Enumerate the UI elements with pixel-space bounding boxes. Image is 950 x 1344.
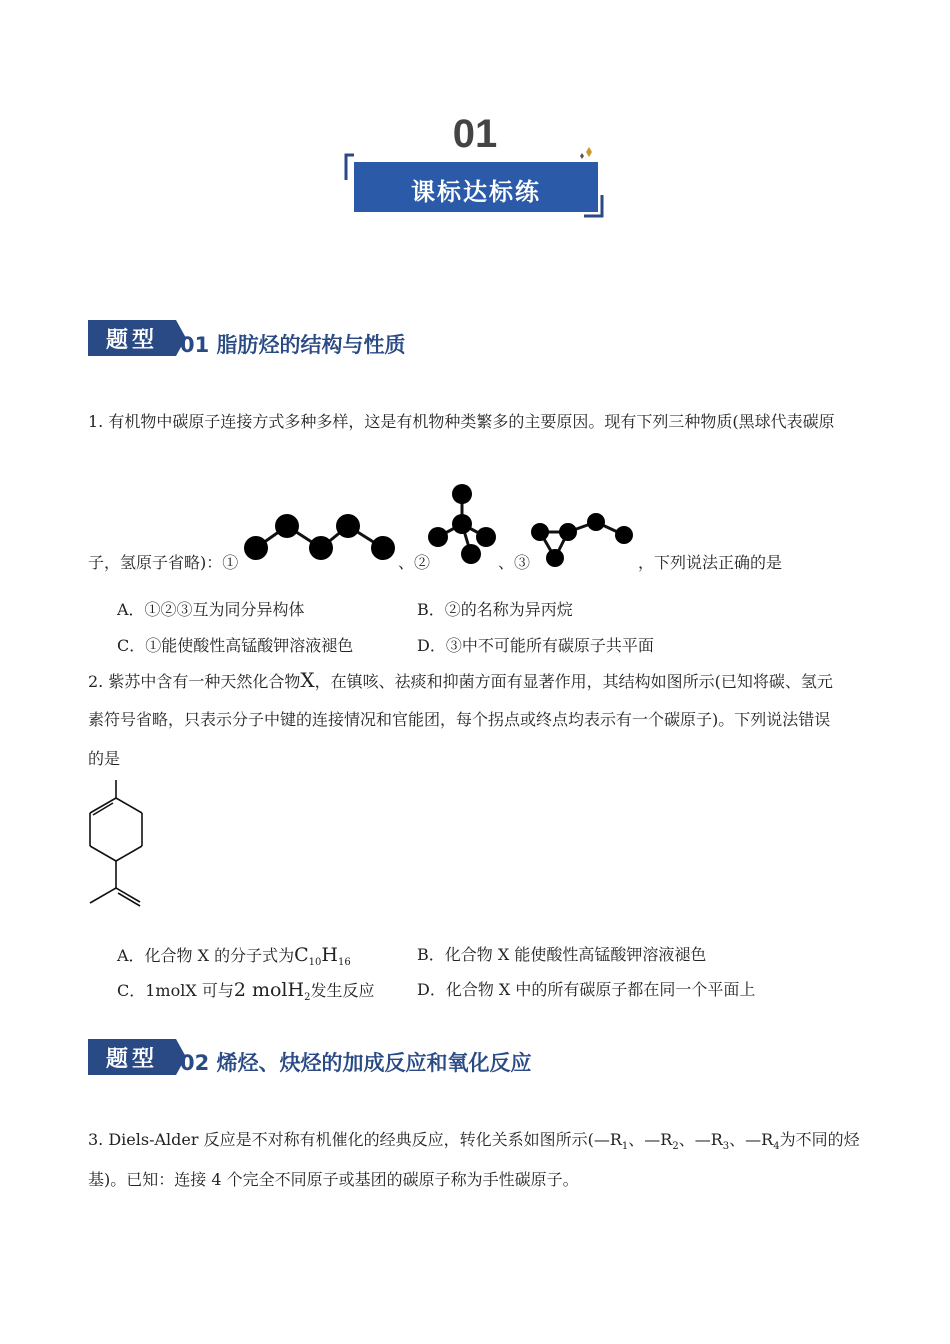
q2-formula-h-sub: 16 bbox=[337, 957, 351, 969]
molecule-1 bbox=[240, 508, 400, 568]
q2-option-a[interactable] bbox=[117, 945, 351, 973]
q2-option-d[interactable]: D．化合物 X 中的所有碳原子都在同一个平面上 bbox=[417, 980, 756, 999]
q2-option-c-text: C．1molX 可与 bbox=[117, 981, 234, 1000]
q1-option-a[interactable]: A．①②③互为同分异构体 bbox=[117, 600, 305, 619]
q3-r3-sub: 3 bbox=[722, 1141, 730, 1153]
section-badge: 题型 bbox=[88, 320, 176, 356]
q1-line2-c: 、③ bbox=[498, 553, 531, 572]
q3-r1-sub: 1 bbox=[621, 1141, 629, 1153]
q3-line1-b: 为不同的烃 bbox=[779, 1130, 860, 1149]
q2-line2: 素符号省略，只表示分子中键的连接情况和官能团，每个拐点或终点均表示有一个碳原子)。下列说法错误 bbox=[88, 710, 831, 729]
q1-option-d[interactable]: D．③中不可能所有碳原子共平面 bbox=[417, 636, 654, 655]
q3-line1 bbox=[88, 1130, 860, 1157]
q2-line1 bbox=[88, 670, 833, 692]
q2-line1-a: 2. 紫苏中含有一种天然化合物 bbox=[88, 672, 301, 691]
banner-title: 课标达标练 bbox=[411, 179, 541, 206]
q2-formula-h: H bbox=[321, 944, 338, 966]
molecule-2 bbox=[428, 482, 498, 567]
q1-line2-b: 、② bbox=[398, 553, 431, 572]
molecule-3 bbox=[528, 508, 638, 568]
q2-option-c-end: 发生反应 bbox=[310, 981, 375, 1000]
structure-x bbox=[82, 778, 152, 910]
section-badge: 题型 bbox=[88, 1039, 176, 1075]
q2-formula-h2: 2 molH bbox=[233, 979, 305, 1001]
q1-option-b[interactable]: B．②的名称为异丙烷 bbox=[417, 600, 573, 619]
q1-line2-a: 子，氢原子省略)：① bbox=[88, 553, 239, 572]
q2-formula-h2-sub: 2 bbox=[304, 992, 311, 1004]
header-number: 01 bbox=[452, 112, 498, 156]
q1-line2-d: ，下列说法正确的是 bbox=[638, 553, 783, 572]
q2-line1-b: ，在镇咳、祛痰和抑菌方面有显著作用，其结构如图所示(已知将碳、氢元 bbox=[314, 672, 833, 691]
q2-option-b[interactable]: B．化合物 X 能使酸性高锰酸钾溶液褪色 bbox=[417, 945, 707, 964]
q3-sep1: 、—R bbox=[628, 1130, 673, 1149]
q2-option-a-text: A．化合物 X 的分子式为 bbox=[117, 946, 295, 965]
q3-sep2: 、—R bbox=[678, 1130, 723, 1149]
section-title: 01 脂肪烃的结构与性质 bbox=[180, 333, 406, 357]
q3-line1-a: 3. Diels-Alder 反应是不对称有机催化的经典反应，转化关系如图所示(—R bbox=[88, 1130, 622, 1149]
q2-option-c[interactable] bbox=[117, 980, 374, 1008]
q2-compound-x: X bbox=[300, 668, 315, 692]
q3-r4-sub: 4 bbox=[773, 1141, 780, 1153]
q2-line3: 的是 bbox=[88, 749, 121, 768]
section-title: 02 烯烃、炔烃的加成反应和氧化反应 bbox=[180, 1051, 532, 1075]
q2-formula-c: C bbox=[294, 944, 309, 966]
q3-r2-sub: 2 bbox=[672, 1141, 679, 1153]
q2-formula-c-sub: 10 bbox=[308, 957, 322, 969]
q3-sep3: 、—R bbox=[729, 1130, 774, 1149]
q3-line2: 基)。已知：连接 4 个完全不同原子或基团的碳原子称为手性碳原子。 bbox=[88, 1170, 579, 1189]
q1-option-c[interactable]: C．①能使酸性高锰酸钾溶液褪色 bbox=[117, 636, 354, 655]
q1-line1: 1. 有机物中碳原子连接方式多种多样，这是有机物种类繁多的主要原因。现有下列三种物质(黑球代表碳原 bbox=[88, 412, 835, 431]
